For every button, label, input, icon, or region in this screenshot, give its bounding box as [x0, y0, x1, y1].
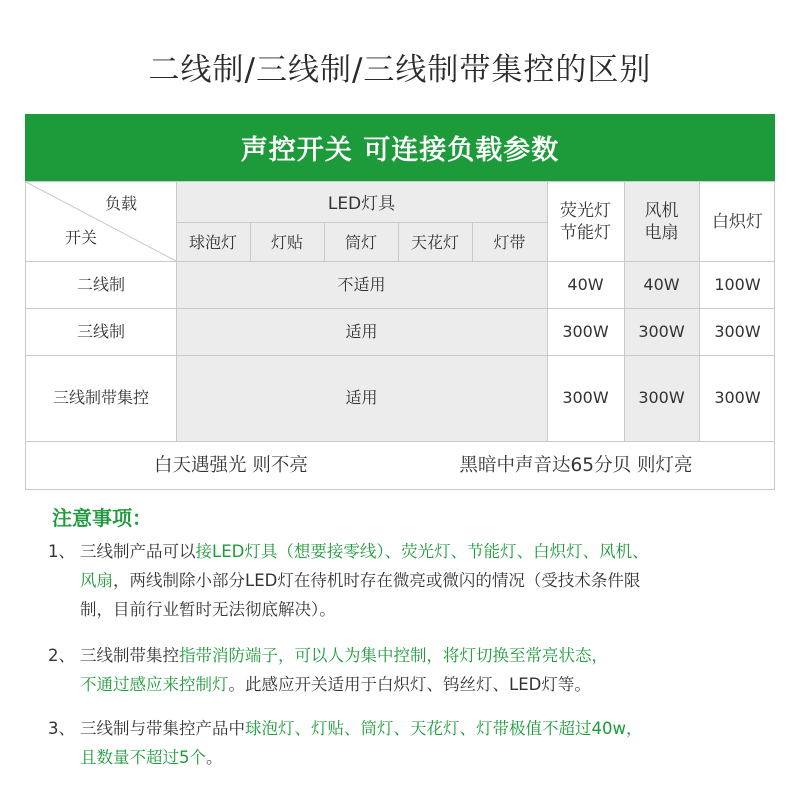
row-central-control: 三线制带集控	[52, 388, 149, 407]
row-three-wire-fluor: 300W	[562, 321, 609, 341]
divider	[324, 222, 325, 261]
row-two-wire-led: 不适用	[337, 274, 386, 294]
note-item	[48, 714, 778, 772]
note-text: 。此感应开关适用于白炽灯、钨丝灯、LED灯等。	[228, 675, 591, 694]
divider	[26, 308, 774, 309]
note-item	[48, 537, 778, 624]
note-text: 制，目前行业暂时无法彻底解决）。	[80, 600, 336, 619]
note-number: 2、	[48, 646, 75, 665]
note-highlight: 接LED灯具（想要接零线）、荧光灯、节能灯、白炽灯、风机、	[195, 542, 649, 561]
page-title: 二线制/三线制/三线制带集控的区别	[148, 52, 652, 88]
divider	[472, 222, 473, 261]
led-type-patch: 灯贴	[270, 233, 303, 252]
divider	[547, 182, 548, 441]
led-type-downlight: 筒灯	[344, 233, 377, 252]
notes-title: 注意事项：	[52, 506, 152, 530]
note-highlight: 指带消防端子，可以人为集中控制，将灯切换至常亮状态，	[179, 646, 608, 665]
row-two-wire-fluor: 40W	[567, 274, 604, 294]
row-three-wire: 三线制	[76, 321, 125, 341]
row-central-control-fan: 300W	[638, 388, 685, 407]
fan-header: 风机 电扇	[644, 200, 679, 243]
divider	[699, 182, 700, 441]
divider	[398, 222, 399, 261]
note-number: 1、	[48, 542, 75, 561]
note-text: 三线制与带集控产品中	[80, 719, 245, 738]
fluorescent-header: 荧光灯 节能灯	[560, 200, 611, 243]
divider	[26, 441, 774, 442]
note-highlight: 不通过感应来控制灯	[80, 675, 229, 694]
row-central-control-incand: 300W	[714, 388, 761, 407]
row-central-control-led: 适用	[345, 388, 378, 407]
row-central-control-fluor: 300W	[562, 388, 609, 407]
row-two-wire: 二线制	[76, 274, 125, 294]
divider	[176, 182, 177, 441]
led-type-bulb: 球泡灯	[188, 233, 237, 252]
corner-load-label: 负载	[104, 194, 137, 213]
divider	[26, 355, 774, 356]
note-text: 。	[206, 748, 223, 767]
footer-darkness: 黑暗中声音达65分贝 则灯亮	[459, 455, 693, 476]
load-table	[25, 181, 775, 490]
footer-daylight: 白天遇强光 则不亮	[154, 455, 308, 476]
row-three-wire-fan: 300W	[638, 321, 685, 341]
note-highlight: 且数量不超过5个	[80, 748, 206, 767]
note-text: 三线制带集控	[80, 646, 179, 665]
banner: 声控开关 可连接负载参数	[25, 114, 775, 181]
note-text: 三线制产品可以	[80, 542, 196, 561]
row-three-wire-led: 适用	[345, 321, 378, 341]
divider	[176, 222, 547, 223]
led-group-header: LED灯具	[327, 194, 396, 214]
incandescent-header: 白炽灯	[712, 211, 763, 232]
led-type-strip: 灯带	[493, 233, 526, 252]
row-two-wire-fan: 40W	[643, 274, 680, 294]
note-text: ，两线制除小部分LED灯在待机时存在微亮或微闪的情况（受技术条件限	[113, 571, 641, 590]
divider	[250, 222, 251, 261]
note-highlight: 球泡灯、灯贴、筒灯、天花灯、灯带极值不超过40w，	[245, 719, 643, 738]
row-two-wire-incand: 100W	[714, 274, 761, 294]
note-item	[48, 641, 778, 699]
divider	[624, 182, 625, 441]
led-type-ceiling: 天花灯	[410, 233, 459, 252]
note-number: 3、	[48, 719, 75, 738]
row-three-wire-incand: 300W	[714, 321, 761, 341]
divider	[26, 261, 774, 262]
note-highlight: 风扇	[80, 571, 113, 590]
corner-switch-label: 开关	[64, 228, 97, 247]
